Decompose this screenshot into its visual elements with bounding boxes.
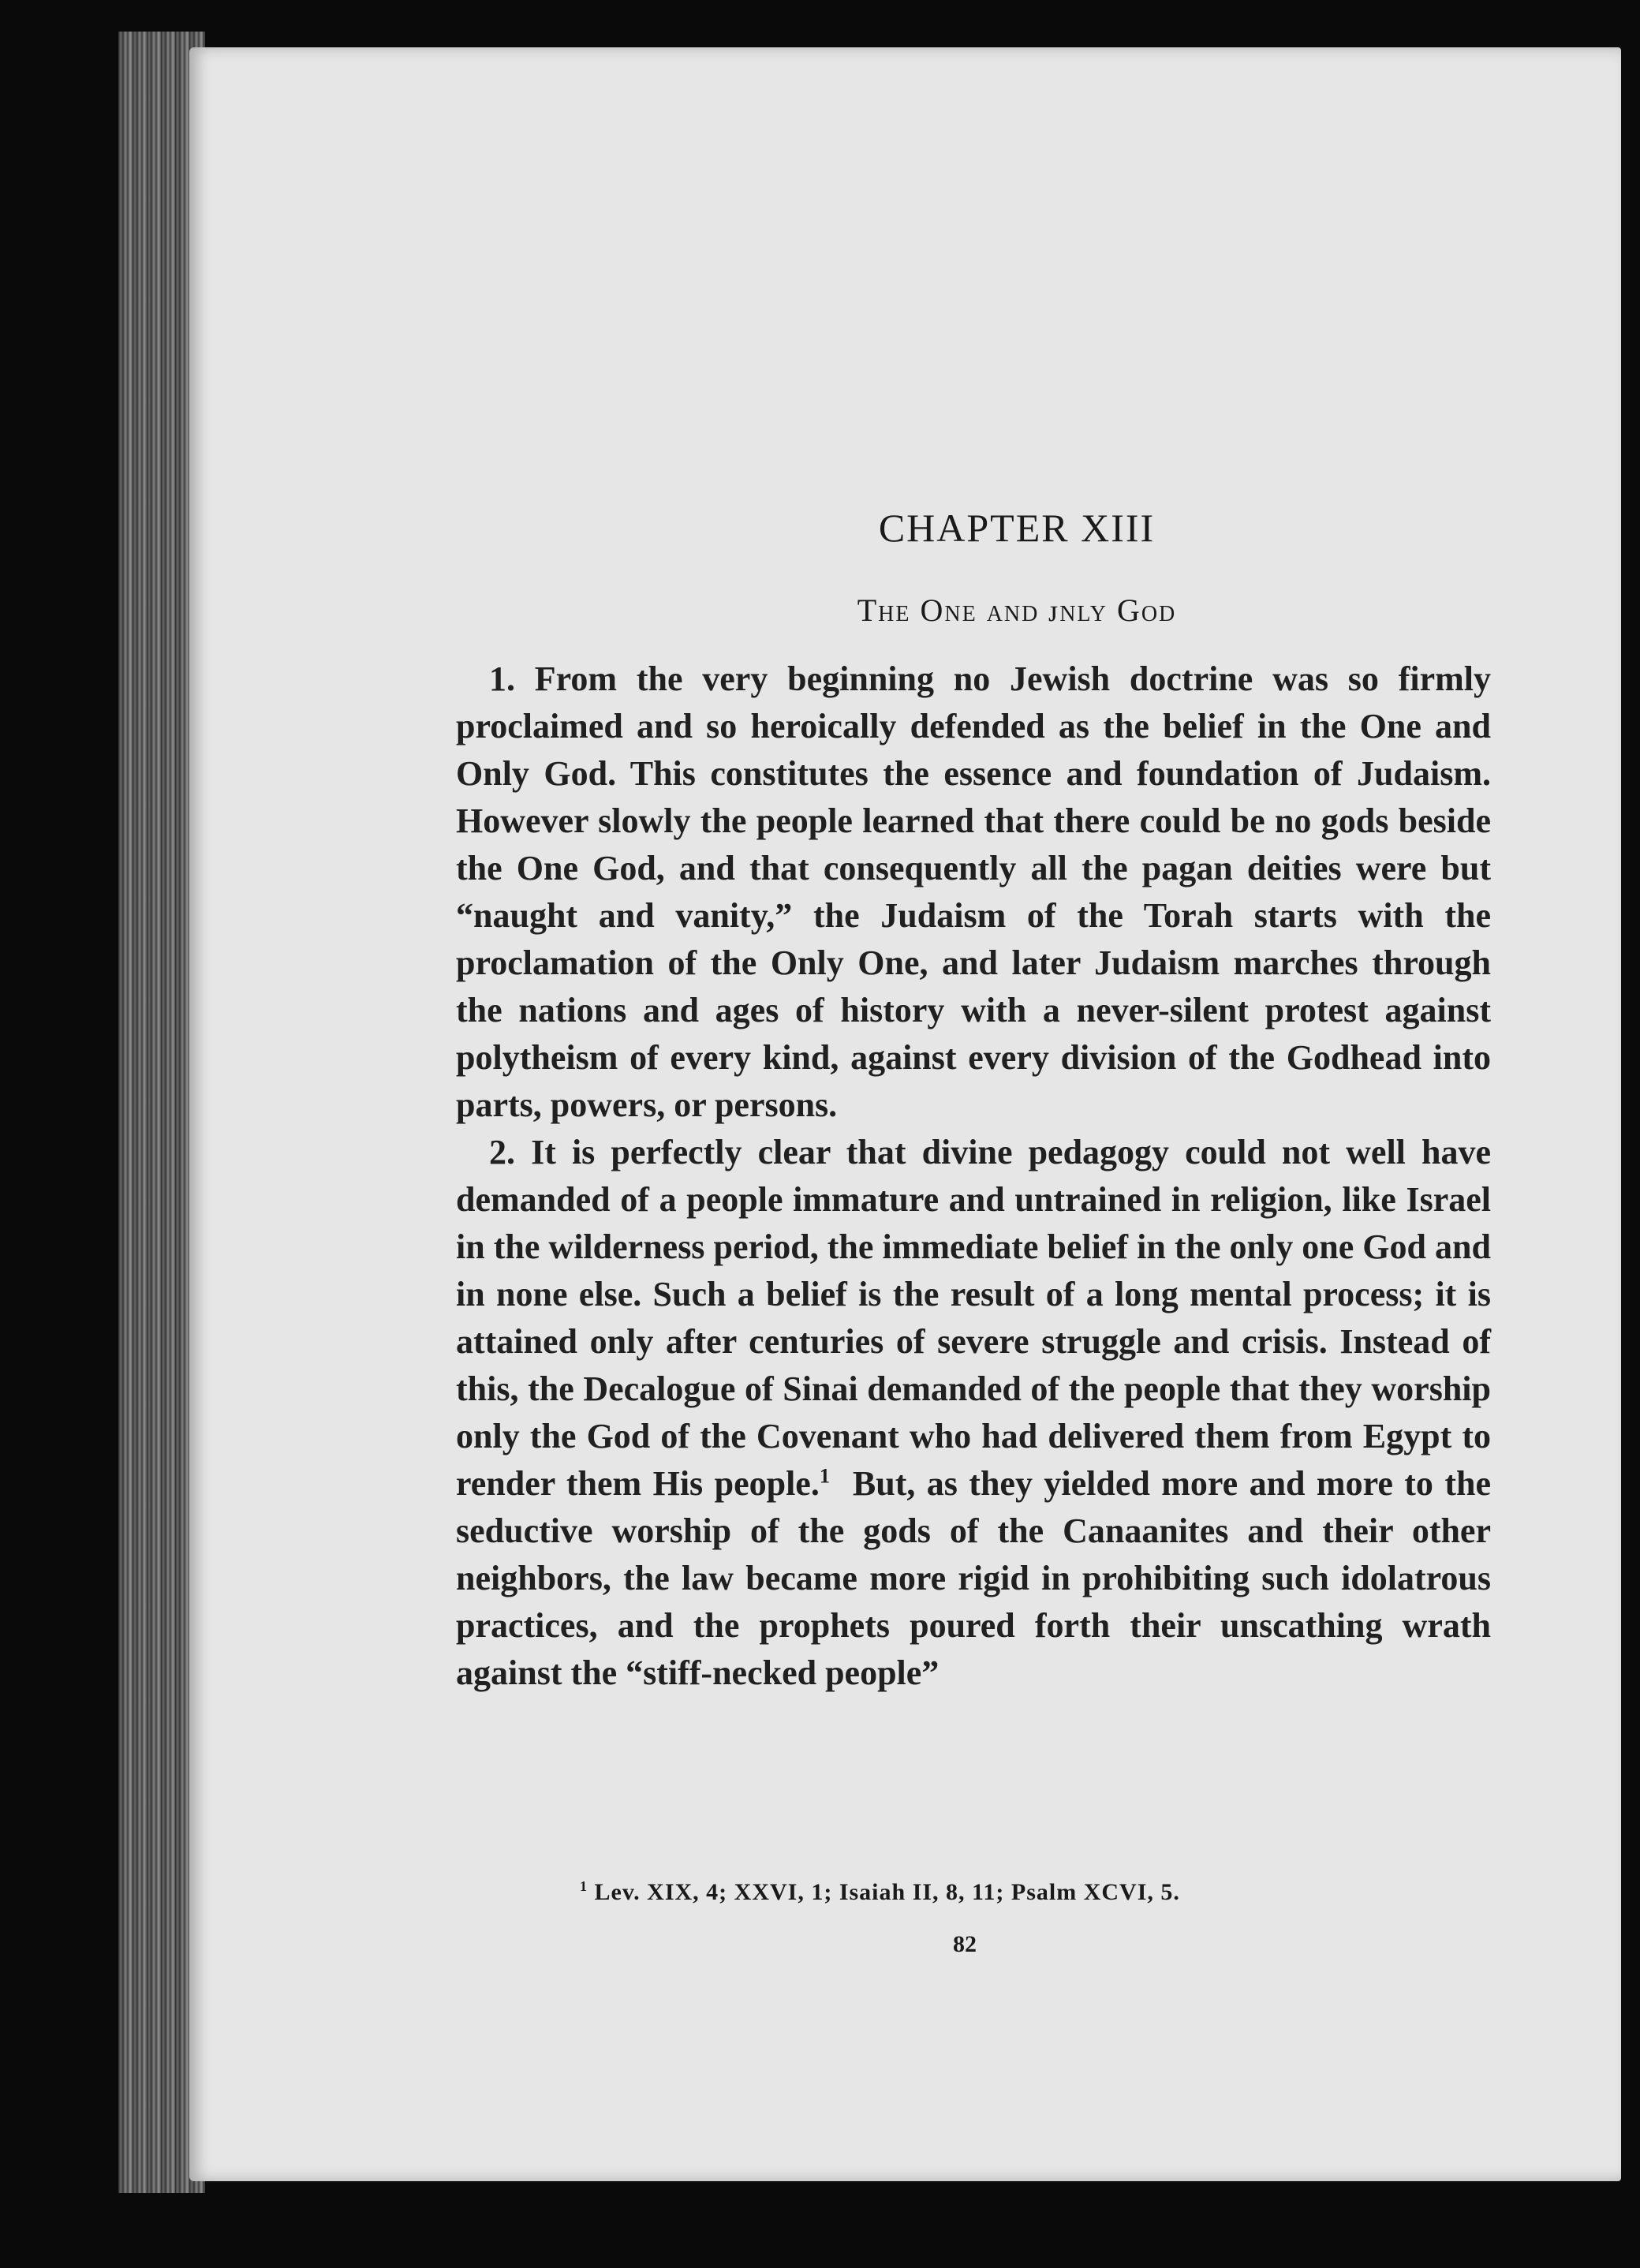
paragraph-2	[456, 1129, 1491, 1697]
page-number: 82	[953, 1931, 977, 1957]
chapter-title: CHAPTER XIII	[878, 506, 1156, 550]
paragraph-1	[456, 656, 1491, 1129]
paragraph-2-continuation: But, as they yielded more and more to the seductive worship of the gods of the Canaanites and their other neighbors, the law became more rigid in prohibiting such idolatrous practices, and the prophets poured forth their unscathing wrath against the “stiff-necked people”	[456, 1464, 1491, 1692]
chapter-subtitle: The One and ᴊnly God	[857, 592, 1177, 628]
footnote	[580, 1879, 1180, 1906]
footnote-text: Lev. XIX, 4; XXVI, 1; Isaiah II, 8, 11; Psalm XCVI, 5.	[594, 1879, 1180, 1905]
paragraph-1-text: 1. From the very beginning no Jewish doctrine was so firmly proclaimed and so heroically defended as the belief in the One and Only God. This constitutes the essence and foundation of Judaism. However slowly the people learned that there could be no gods beside the One God, and that consequently all the pagan deities were but “naught and vanity,” the Judaism of the Torah starts with the proclamation of the Only One, and later Judaism marches through the nations and ages of history with a never-silent protest against polytheism of every kind, against every division of the Godhead into parts, powers, or persons.	[456, 659, 1491, 1124]
page-text-block	[456, 505, 1491, 1697]
footnote-reference: 1	[819, 1463, 831, 1488]
paragraph-2-text: 2. It is perfectly clear that divine pedagogy could not well have demanded of a people immature and untrained in religion, like Israel in the wilderness period, the immediate belief in the only one God and in none else. Such a belief is the result of a long mental process; it is attained only after centuries of severe struggle and crisis. Instead of this, the Decalogue of Sinai demanded of the people that they worship only the God of the Covenant who had delivered them from Egypt to render them His people.	[456, 1133, 1491, 1503]
footnote-marker: 1	[580, 1878, 588, 1894]
